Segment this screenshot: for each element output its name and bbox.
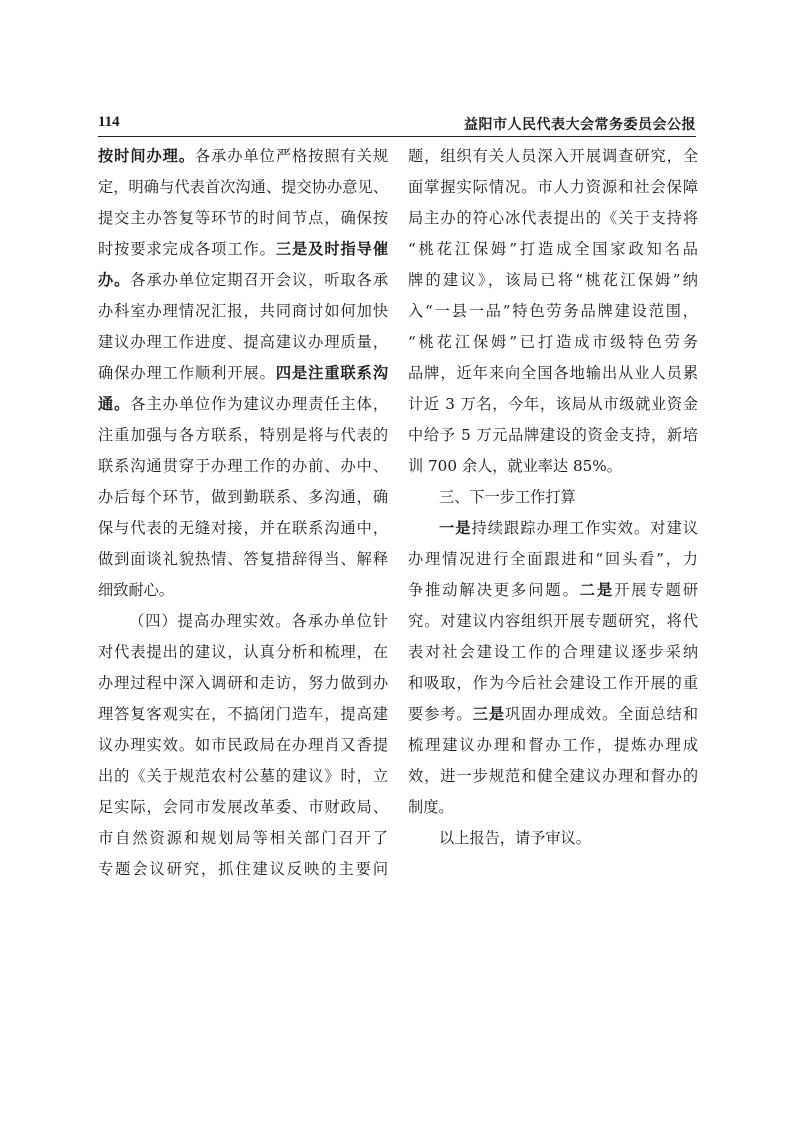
text-line [98,265,388,296]
bold-text: 办。 [98,271,131,289]
text-run: 局主办的符心冰代表提出的《关于支持将 [408,209,698,227]
text-run: 议办理实效。如市民政局在办理肖又香提 [98,736,388,754]
text-run: 训 700 余人，就业率达 85%。 [408,457,622,475]
text-run: 究。对建议内容组织开展专题研究，将代 [408,612,698,630]
text-line [98,451,388,482]
text-run: 三、下一步工作打算 [439,488,576,506]
text-line [98,730,388,761]
text-line [98,296,388,327]
text-run: 专题会议研究，抓住建议反映的主要问 [98,860,388,878]
bold-text: 一是 [439,519,472,537]
text-run: 入“一县一品”特色劳务品牌建设范围， [408,302,698,320]
text-line [98,792,388,823]
text-run: 牌的建议》，该局已将“桃花江保姆”纳 [408,271,698,289]
text-run: 梳理建议办理和督办工作，提炼办理成 [408,736,698,754]
page-header [98,112,696,136]
text-run: 建议办理工作进度、提高建议办理质量， [98,333,388,351]
text-line [408,823,698,854]
bold-text: 按时间办理。 [98,147,195,165]
text-line [408,265,698,296]
text-run: 做到面谈礼貌热情、答复措辞得当、解释 [98,550,388,568]
text-run: 提交主办答复等环节的时间节点，确保按 [98,209,388,227]
text-run: 面掌握实际情况。市人力资源和社会保障 [408,178,698,196]
text-line [408,451,698,482]
text-run: 确保办理工作顺利开展。 [98,364,276,382]
text-line [408,761,698,792]
text-line [408,234,698,265]
text-run: 表对社会建设工作的合理建议逐步采纳 [408,643,698,661]
text-run: 制度。 [408,798,454,816]
text-run: 以上报告，请予审议。 [439,829,591,847]
page-number: 114 [98,114,120,130]
text-line [98,420,388,451]
text-line [98,761,388,792]
text-run: 各承办单位严格按照有关规 [195,147,389,165]
text-run: 题，组织有关人员深入开展调查研究，全 [408,147,698,165]
text-line [408,668,698,699]
text-run: 时按要求完成各项工作。 [98,240,276,258]
text-run: 各承办单位定期召开会议，听取各承 [130,271,389,289]
journal-title: 益阳市人民代表大会常务委员会公报 [464,117,696,133]
text-run: 开展专题研 [614,581,699,599]
text-line [408,730,698,761]
bold-text: 三是 [472,705,506,723]
text-line [408,699,698,730]
text-line [98,575,388,606]
bold-text: 四是注重联系沟 [275,364,389,382]
text-run: 要参考。 [408,705,473,723]
text-line [98,823,388,854]
text-run: 办科室办理情况汇报，共同商讨如何加快 [98,302,388,320]
text-line [98,544,388,575]
text-run: 办后每个环节，做到勤联系、多沟通，确 [98,488,388,506]
text-run: 品牌，近年来向全国各地输出从业人员累 [408,364,698,382]
text-line [408,296,698,327]
text-line [98,203,388,234]
text-line [408,389,698,420]
text-line [408,420,698,451]
text-line [98,854,388,885]
text-line [408,637,698,668]
text-run: 各主办单位作为建议办理责任主体， [130,395,389,413]
text-run: “桃花江保姆”已打造成市级特色劳务 [408,333,698,351]
text-line [98,234,388,265]
text-line [98,513,388,544]
text-run: 注重加强与各方联系，特别是将与代表的 [98,426,388,444]
text-line [98,172,388,203]
text-line [408,606,698,637]
text-run: “桃花江保姆”打造成全国家政知名品 [408,240,698,258]
text-line [98,358,388,389]
text-run: 联系沟通贯穿于办理工作的办前、办中、 [98,457,388,475]
text-run: 出的《关于规范农村公墓的建议》时，立 [98,767,388,785]
text-line [408,792,698,823]
text-line [98,327,388,358]
bold-text: 二是 [579,581,615,599]
text-line [408,141,698,172]
text-run: 细致耐心。 [98,581,174,599]
text-line [408,513,698,544]
text-run: 计近 3 万名，今年，该局从市级就业资金 [408,395,698,413]
bold-text: 通。 [98,395,131,413]
text-line [408,172,698,203]
text-run: 办理过程中深入调研和走访，努力做到办 [98,674,388,692]
text-run: 和吸取，作为今后社会建设工作开展的重 [408,674,698,692]
text-run: 办理情况进行全面跟进和“回头看”，力 [408,550,698,568]
text-line [408,575,698,606]
text-run: 持续跟踪办理工作实效。对建议 [471,519,699,537]
header-rule [98,136,696,137]
text-line [98,699,388,730]
text-line [98,668,388,699]
text-run: 各承办单位针 [291,612,389,630]
text-run: 理答复客观实在，不搞闭门造车，提高建 [98,705,388,723]
bold-text: 三是及时指导催 [275,240,389,258]
text-run: 效，进一步规范和健全建议办理和督办的 [408,767,698,785]
text-line [408,544,698,575]
text-run: 保与代表的无缝对接，并在联系沟通中， [98,519,388,537]
right-column [408,141,698,854]
text-line [98,389,388,420]
text-line [408,358,698,389]
text-line [98,606,388,637]
text-run: 市自然资源和规划局等相关部门召开了 [98,829,388,847]
text-line [98,637,388,668]
text-line [98,141,388,172]
text-line [408,327,698,358]
text-line [98,482,388,513]
text-run: 中给予 5 万元品牌建设的资金支持，新培 [408,426,698,444]
text-line [408,203,698,234]
text-run: （四）提高办理实效。 [129,612,292,630]
text-run: 巩固办理成效。全面总结和 [505,705,699,723]
text-run: 定，明确与代表首次沟通、提交协办意见、 [98,178,388,196]
left-column [98,141,388,885]
text-line [408,482,698,513]
text-run: 对代表提出的建议，认真分析和梳理，在 [98,643,388,661]
text-run: 足实际，会同市发展改革委、市财政局、 [98,798,388,816]
text-run: 争推动解决更多问题。 [408,581,580,599]
